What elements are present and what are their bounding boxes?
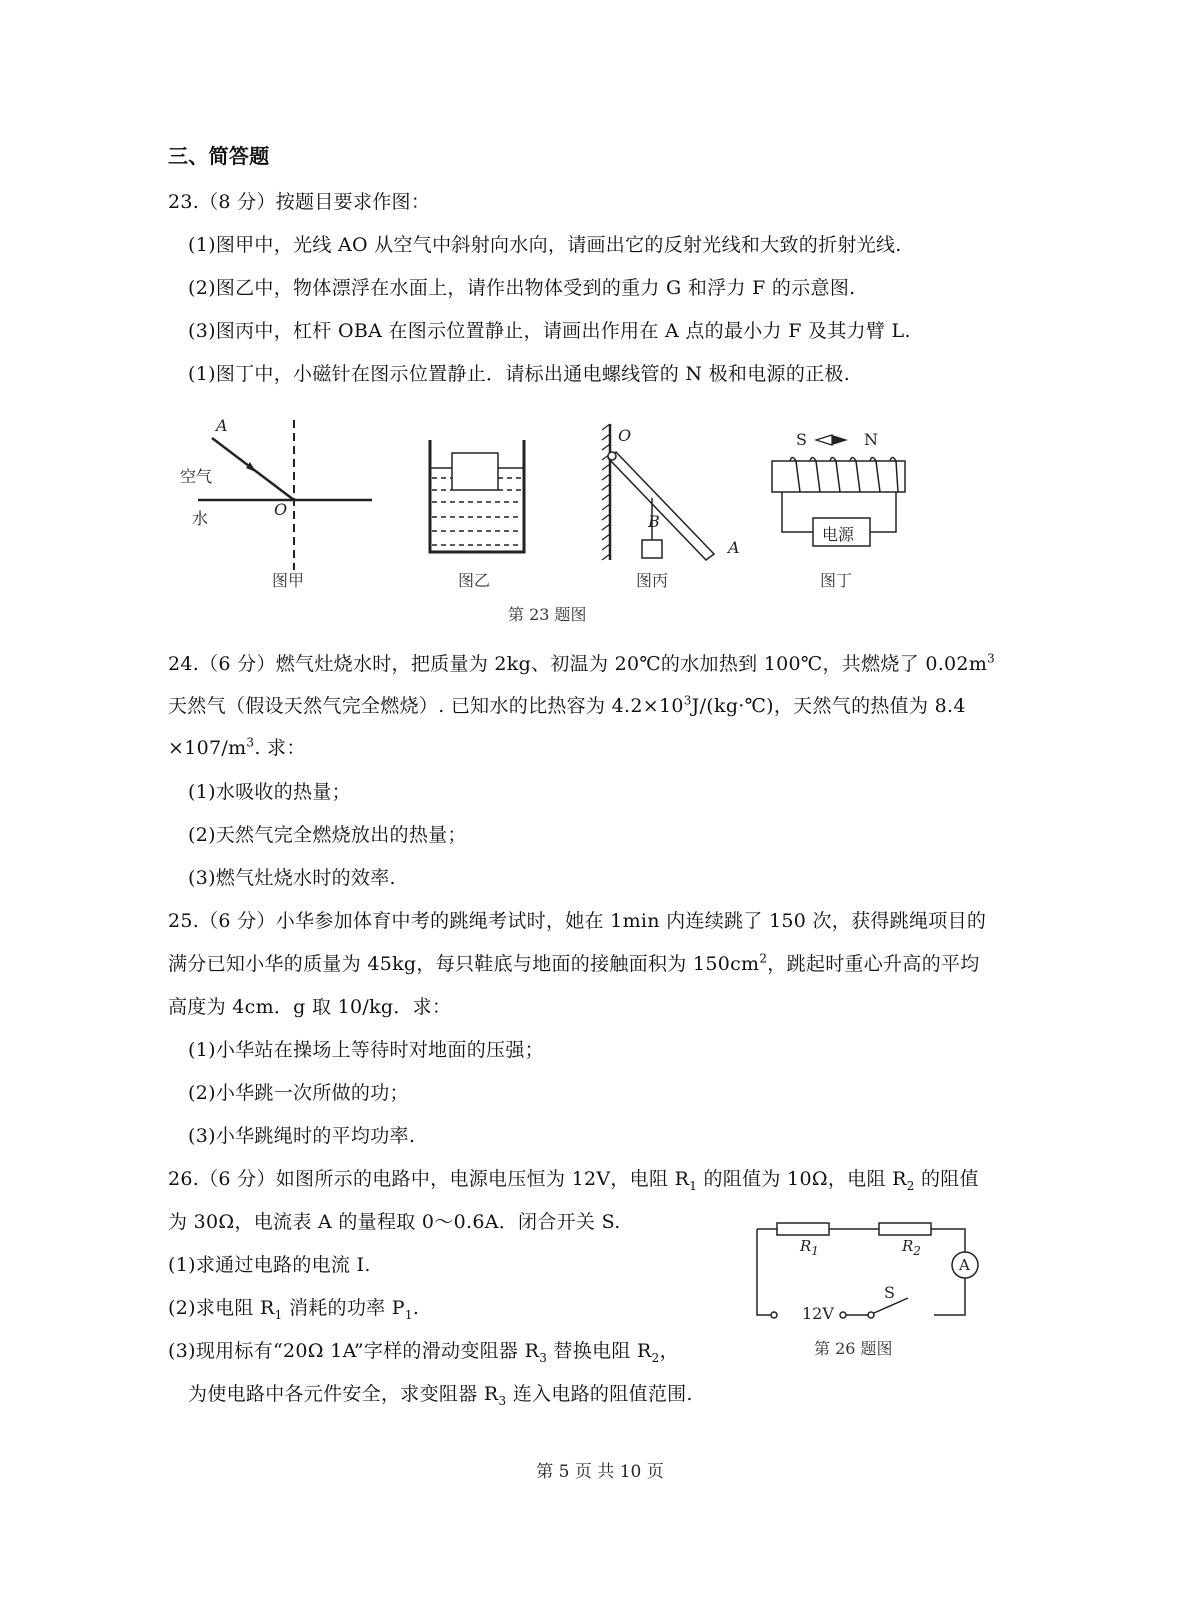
q24-line-3-sup: 3 [246, 735, 255, 750]
q26-item-2-text-b: 消耗的功率 P [282, 1297, 405, 1319]
q25-line-2-text-a: 满分已知小华的质量为 45kg，每只鞋底与地面的接触面积为 150cm [168, 953, 760, 975]
q25-line-2-text-b: ，跳起时重心升高的平均 [767, 953, 980, 975]
switch-pivot [868, 1312, 874, 1318]
q25-line-1: 25.（6 分）小华参加体育中考的跳绳考试时，她在 1min 内连续跳了 150 次，获得跳绳项目的 [168, 910, 987, 932]
q26-item-1: (1)求通过电路的电流 I. [168, 1254, 371, 1276]
wire-left [757, 1229, 771, 1315]
bing-label-B: B [648, 512, 660, 531]
figure-yi [430, 440, 540, 560]
weight [642, 540, 662, 558]
voltage-label: 12V [802, 1304, 834, 1323]
q25-line-3: 高度为 4cm．g 取 10/kg．求： [168, 996, 452, 1018]
q24-line-3 [168, 736, 306, 760]
q25-item-2: (2)小华跳一次所做的功； [188, 1082, 409, 1104]
q23-item-3: (3)图丙中，杠杆 OBA 在图示位置静止，请画出作用在 A 点的最小力 F 及其力臂 L. [188, 320, 911, 342]
q25-item-1: (1)小华站在操场上等待时对地面的压强； [188, 1039, 544, 1061]
ding-label-S: S [796, 430, 807, 449]
resistor-R2 [879, 1223, 931, 1235]
q26-figure-caption: 第 26 题图 [814, 1339, 893, 1358]
q26-line-1-sub-2: 2 [906, 1178, 915, 1193]
figure-jia [170, 410, 390, 580]
pivot-O [608, 452, 616, 460]
page-footer: 第 5 页 共 10 页 [536, 1462, 664, 1482]
circuit-figure [755, 1215, 985, 1335]
floating-block [452, 453, 498, 490]
q26-item-2-sub-2: 1 [404, 1307, 413, 1322]
q23-header: 23.（8 分）按题目要求作图： [168, 191, 431, 213]
q24-line-2-sup: 3 [683, 693, 692, 708]
q26-item-3-text-c: ， [659, 1340, 679, 1362]
q23-figure-caption: 第 23 题图 [508, 605, 587, 624]
r2-letter: R [902, 1237, 914, 1255]
q26-line-1-text-a: 26.（6 分）如图所示的电路中，电源电压恒为 12V，电阻 R [168, 1168, 690, 1190]
q26-line-1-sub-1: 1 [689, 1178, 698, 1193]
resistor-R1 [777, 1223, 829, 1235]
q25-line-2 [168, 952, 980, 976]
q26-item-3-text-a: (3)现用标有“20Ω 1A”字样的滑动变阻器 R [168, 1340, 540, 1362]
q24-line-2 [168, 694, 966, 718]
ding-label-N: N [864, 430, 878, 449]
q26-item-2 [168, 1296, 419, 1320]
r1-letter: R [800, 1237, 812, 1255]
compass-needle-N [832, 435, 848, 445]
q24-item-2: (2)天然气完全燃烧放出的热量； [188, 824, 467, 846]
bing-label-O: O [618, 426, 632, 445]
r1-sub: 1 [811, 1244, 819, 1258]
q24-item-1: (1)水吸收的热量； [188, 781, 351, 803]
q26-item-2-text-c: . [412, 1297, 420, 1319]
q26-item-4 [188, 1382, 693, 1406]
q24-line-3-text-b: . 求： [254, 737, 306, 759]
q26-item-3-sub-1: 3 [539, 1350, 548, 1365]
wire-left [782, 492, 813, 532]
q26-item-3 [168, 1339, 679, 1363]
circuit-label-R1 [800, 1237, 819, 1258]
q26-line-1-text-b: 的阻值为 10Ω，电阻 R [697, 1168, 907, 1190]
q24-line-3-text-a: ×107/m [168, 737, 247, 759]
q24-item-3: (3)燃气灶烧水时的效率. [188, 867, 396, 889]
q26-item-4-text-b: 连入电路的阻值范围. [506, 1383, 693, 1405]
compass-needle-S [816, 435, 832, 445]
ding-power-label: 电源 [822, 525, 855, 544]
q26-line-1 [168, 1167, 979, 1191]
jia-label-A: A [216, 416, 228, 435]
q26-item-3-sub-2: 2 [651, 1350, 660, 1365]
jia-label-air: 空气 [180, 467, 213, 486]
yi-caption: 图乙 [458, 571, 491, 590]
ding-caption: 图丁 [820, 571, 853, 590]
r2-sub: 2 [913, 1244, 921, 1258]
q26-line-1-text-c: 的阻值 [914, 1168, 979, 1190]
q23-item-1: (1)图甲中，光线 AO 从空气中斜射向水向，请画出它的反射光线和大致的折射光线. [188, 234, 902, 256]
terminal-left [771, 1312, 777, 1318]
wire-right [870, 492, 896, 532]
bing-label-A: A [728, 538, 740, 557]
q23-item-2: (2)图乙中，物体漂浮在水面上，请作出物体受到的重力 G 和浮力 F 的示意图. [188, 277, 856, 299]
bing-caption: 图丙 [636, 571, 669, 590]
terminal-right [840, 1312, 846, 1318]
q26-item-4-text-a: 为使电路中各元件安全，求变阻器 R [188, 1383, 499, 1405]
q24-line-1-sup: 3 [987, 651, 996, 666]
q25-item-3: (3)小华跳绳时的平均功率. [188, 1125, 416, 1147]
q26-item-3-text-b: 替换电阻 R [547, 1340, 652, 1362]
ammeter-label: A [959, 1256, 970, 1274]
q26-item-4-sub: 3 [498, 1393, 507, 1408]
q26-line-2: 为 30Ω，电流表 A 的量程取 0～0.6A．闭合开关 S. [168, 1211, 621, 1233]
jia-label-O: O [274, 500, 288, 519]
circuit-label-R2 [902, 1237, 921, 1258]
wire-right [934, 1278, 965, 1315]
q26-item-2-text-a: (2)求电阻 R [168, 1297, 275, 1319]
q24-line-1-text: 24.（6 分）燃气灶烧水时，把质量为 2kg、初温为 20℃的水加热到 100℃，共燃烧了 0.02m [168, 653, 988, 675]
wire-top-3 [931, 1229, 965, 1252]
switch-label: S [884, 1283, 895, 1302]
jia-label-water: 水 [192, 509, 209, 528]
q23-item-4: (1)图丁中，小磁针在图示位置静止．请标出通电螺线管的 N 极和电源的正极. [188, 363, 851, 385]
q24-line-1 [168, 652, 995, 676]
q24-line-2-text-b: J/(kg·℃)，天然气的热值为 8.4 [691, 695, 966, 717]
q26-item-2-sub-1: 1 [274, 1307, 283, 1322]
q24-line-2-text-a: 天然气（假设天然气完全燃烧）. 已知水的比热容为 4.2×10 [168, 695, 684, 717]
jia-caption: 图甲 [272, 571, 305, 590]
q25-line-2-sup: 2 [759, 951, 768, 966]
section-title: 三、简答题 [168, 144, 270, 168]
